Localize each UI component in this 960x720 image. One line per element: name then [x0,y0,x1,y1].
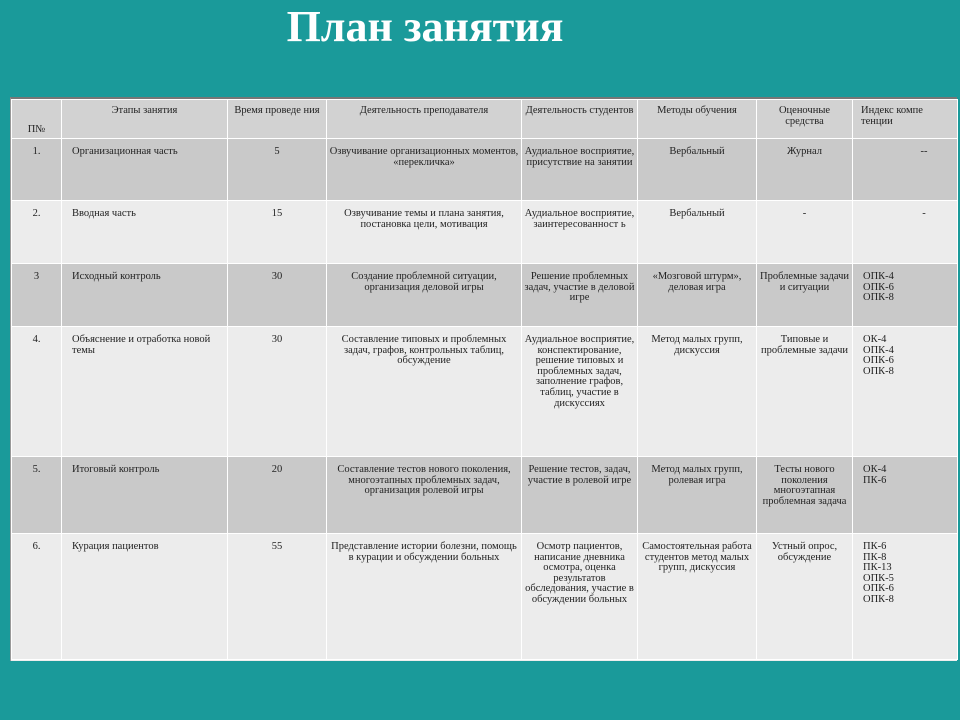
header-student-activity: Деятельность студентов [522,100,638,139]
cell-competence-index: ОК-4 ОПК-4 ОПК-6 ОПК-8 [853,327,958,457]
cell-number: 5. [12,457,62,534]
page-title: План занятия [286,2,564,51]
cell-teaching-methods: Вербальный [638,139,757,201]
cell-time: 20 [228,457,327,534]
cell-stage: Объяснение и отработка новой темы [62,327,228,457]
table-row [12,534,958,660]
cell-teaching-methods: «Мозговой штурм», деловая игра [638,264,757,327]
table-row [12,201,958,264]
cell-assessment: Проблемные задачи и ситуации [757,264,853,327]
cell-teacher-activity: Озвучивание темы и плана занятия, постановка цели, мотивация [327,201,522,264]
cell-teacher-activity: Создание проблемной ситуации, организация деловой игры [327,264,522,327]
cell-student-activity: Аудиальное восприятие, присутствие на занятии [522,139,638,201]
lesson-plan-table [11,99,958,660]
header-competence-index: Индекс компе тенции [853,100,958,139]
header-assessment: Оценочные средства [757,100,853,139]
table-row [12,264,958,327]
cell-time: 5 [228,139,327,201]
cell-assessment: Журнал [757,139,853,201]
cell-stage: Организационная часть [62,139,228,201]
cell-assessment: Тесты нового поколения многоэтапная проблемная задача [757,457,853,534]
cell-teacher-activity: Составление типовых и проблемных задач, графов, контрольных таблиц, обсуждение [327,327,522,457]
table-row [12,327,958,457]
header-teaching-methods: Методы обучения [638,100,757,139]
cell-stage: Курация пациентов [62,534,228,660]
cell-student-activity: Аудиальное восприятие, конспектирование, решение типовых и проблемных задач, заполнение графов, таблиц, участие в дискуссиях [522,327,638,457]
cell-assessment: - [757,201,853,264]
header-number: П№ [12,100,62,139]
cell-number: 2. [12,201,62,264]
table-header-row [12,100,958,139]
cell-time: 15 [228,201,327,264]
table-row [12,457,958,534]
cell-assessment: Типовые и проблемные задачи [757,327,853,457]
cell-student-activity: Решение тестов, задач, участие в ролевой игре [522,457,638,534]
cell-number: 3 [12,264,62,327]
cell-student-activity: Аудиальное восприятие, заинтересованност ь [522,201,638,264]
cell-teacher-activity: Озвучивание организационных моментов, «перекличка» [327,139,522,201]
cell-teaching-methods: Вербальный [638,201,757,264]
cell-student-activity: Решение проблемных задач, участие в деловой игре [522,264,638,327]
cell-student-activity: Осмотр пациентов, написание дневника осмотра, оценка результатов обследования, участие в обсуждении больных [522,534,638,660]
header-teacher-activity: Деятельность преподавателя [327,100,522,139]
cell-teacher-activity: Составление тестов нового поколения, многоэтапных проблемных задач, организация ролевой игры [327,457,522,534]
cell-number: 6. [12,534,62,660]
header-time: Время проведе ния [228,100,327,139]
cell-time: 30 [228,327,327,457]
cell-competence-index: ОПК-4 ОПК-6 ОПК-8 [853,264,958,327]
cell-stage: Вводная часть [62,201,228,264]
cell-stage: Исходный контроль [62,264,228,327]
table-row [12,139,958,201]
cell-competence-index: ПК-6 ПК-8 ПК-13 ОПК-5 ОПК-6 ОПК-8 [853,534,958,660]
cell-teaching-methods: Метод малых групп, дискуссия [638,327,757,457]
lesson-plan-sheet [10,97,957,661]
cell-teaching-methods: Метод малых групп, ролевая игра [638,457,757,534]
cell-competence-index: ОК-4 ПК-6 [853,457,958,534]
cell-teacher-activity: Представление истории болезни, помощь в курации и обсуждении больных [327,534,522,660]
cell-time: 55 [228,534,327,660]
cell-time: 30 [228,264,327,327]
cell-teaching-methods: Самостоятельная работа студентов метод малых групп, дискуссия [638,534,757,660]
cell-competence-index: - [853,201,958,264]
cell-number: 1. [12,139,62,201]
cell-number: 4. [12,327,62,457]
cell-assessment: Устный опрос, обсуждение [757,534,853,660]
cell-competence-index: -- [853,139,958,201]
cell-stage: Итоговый контроль [62,457,228,534]
header-stage: Этапы занятия [62,100,228,139]
